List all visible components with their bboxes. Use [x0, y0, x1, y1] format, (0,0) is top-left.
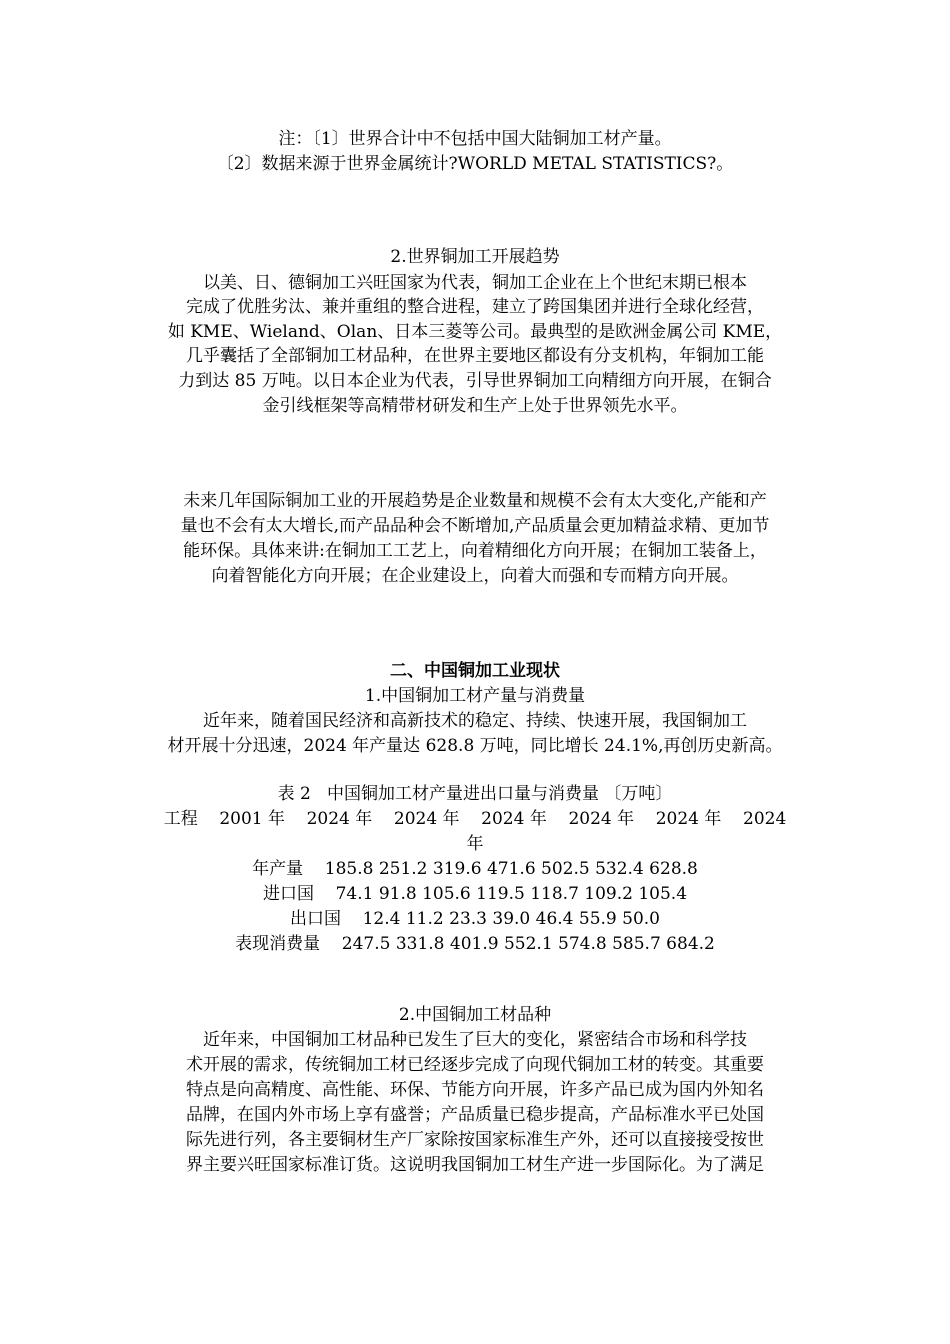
paragraph-line: 量也不会有太大增长,而产品品种会不断增加,产品质量会更加精益求精、更加节 — [180, 516, 770, 536]
paragraph-line: 完成了优胜劣汰、兼并重组的整合进程，建立了跨国集团并进行全球化经营， — [186, 297, 764, 317]
table-row: 年产量 185.8 251.2 319.6 471.6 502.5 532.4 628.8 — [252, 859, 698, 879]
paragraph-line: 未来几年国际铜加工业的开展趋势是企业数量和规模不会有太大变化,产能和产 — [183, 491, 767, 511]
paragraph-line: 特点是向高精度、高性能、环保、节能方向开展，许多产品已成为国内外知名 — [186, 1080, 764, 1100]
paragraph-line: 几乎囊括了全部铜加工材品种，在世界主要地区都设有分支机构，年铜加工能 — [186, 346, 764, 366]
table-row: 表现消费量 247.5 331.8 401.9 552.1 574.8 585.7 684.2 — [235, 934, 715, 954]
table-header-row: 工程 2001 年 2024 年 2024 年 2024 年 2024 年 2024 年 2024 — [163, 809, 787, 829]
note-line-1: 注：〔1〕世界合计中不包括中国大陆铜加工材产量。 — [278, 129, 672, 149]
note-line-2: 〔2〕数据来源于世界金属统计?WORLD METAL STATISTICS?。 — [216, 154, 734, 174]
paragraph-line: 界主要兴旺国家标准订货。这说明我国铜加工材生产进一步国际化。为了满足 — [186, 1155, 764, 1175]
paragraph-line: 力到达 85 万吨。以日本企业为代表，引导世界铜加工向精细方向开展，在铜合 — [178, 371, 772, 391]
paragraph-line: 以美、日、德铜加工兴旺国家为代表，铜加工企业在上个世纪末期已根本 — [203, 273, 747, 293]
paragraph-line: 际先进行列，各主要铜材生产厂家除按国家标准生产外，还可以直接接受按世 — [186, 1130, 764, 1150]
paragraph-line: 近年来，随着国民经济和高新技术的稳定、持续、快速开展，我国铜加工 — [203, 711, 747, 731]
table-row: 进口国 74.1 91.8 105.6 119.5 118.7 109.2 105.4 — [262, 884, 688, 904]
paragraph-line: 材开展十分迅速，2024 年产量达 628.8 万吨，同比增长 24.1%,再创历史新高。 — [167, 736, 783, 756]
section-heading-china: 二、中国铜加工业现状 — [390, 661, 560, 681]
subheading-varieties: 2.中国铜加工材品种 — [398, 1005, 552, 1025]
table-header-wrap: 年 — [466, 834, 484, 854]
table-row: 出口国 12.4 11.2 23.3 39.0 46.4 55.9 50.0 — [290, 909, 660, 929]
subheading-production: 1.中国铜加工材产量与消费量 — [364, 686, 586, 706]
paragraph-line: 金引线框架等高精带材研发和生产上处于世界领先水平。 — [262, 396, 688, 416]
paragraph-line: 品牌，在国内外市场上享有盛誉；产品质量已稳步提高，产品标准水平已处国 — [186, 1105, 764, 1125]
section-heading-world-trend: 2.世界铜加工开展趋势 — [390, 247, 560, 267]
paragraph-line: 能环保。具体来讲:在铜加工工艺上，向着精细化方向开展；在铜加工装备上， — [183, 541, 767, 561]
paragraph-line: 近年来，中国铜加工材品种已发生了巨大的变化，紧密结合市场和科学技 — [203, 1030, 747, 1050]
paragraph-line: 术开展的需求，传统铜加工材已经逐步完成了向现代铜加工材的转变。其重要 — [186, 1055, 764, 1075]
table-caption: 表 2 中国铜加工材产量进出口量与消费量 〔万吨〕 — [277, 784, 673, 804]
paragraph-line: 如 KME、Wieland、Olan、日本三菱等公司。最典型的是欧洲金属公司 KME， — [167, 322, 783, 342]
paragraph-line: 向着智能化方向开展；在企业建设上，向着大而强和专而精方向开展。 — [211, 566, 739, 586]
